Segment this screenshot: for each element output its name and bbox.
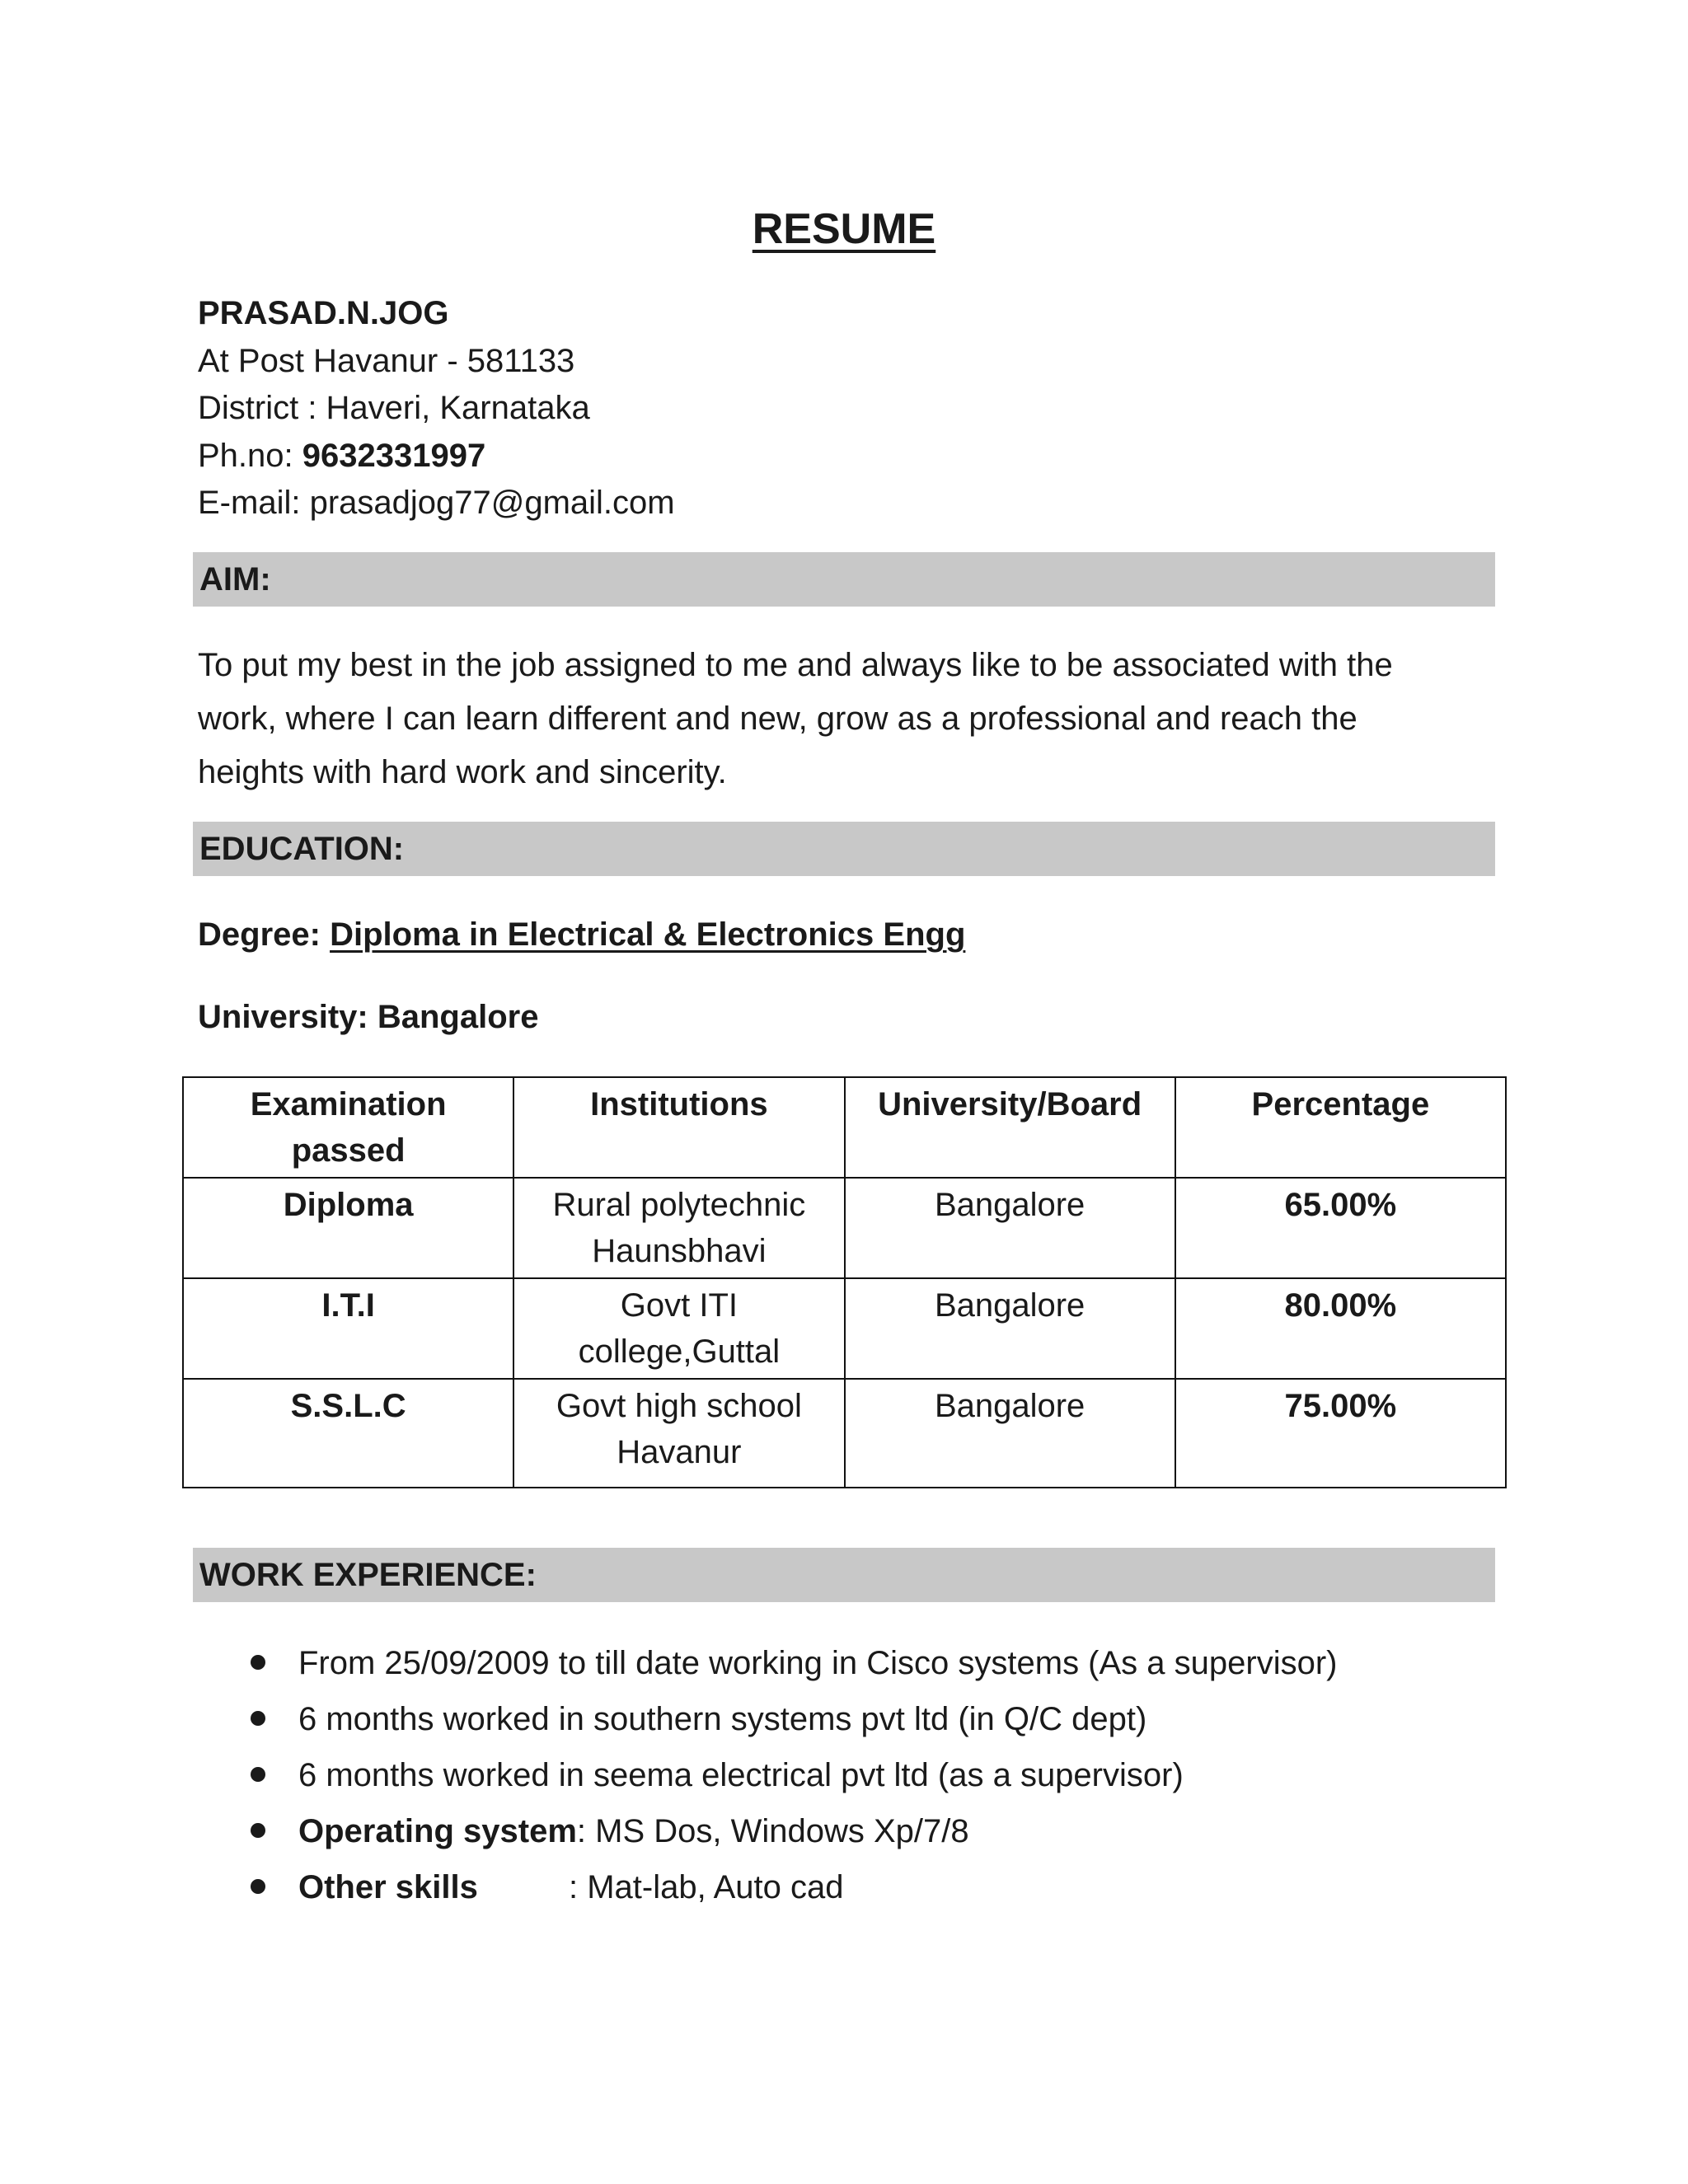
phone-line xyxy=(198,433,675,480)
board-cell: Bangalore xyxy=(845,1379,1175,1488)
list-item xyxy=(247,1808,1338,1864)
degree-label: Degree: xyxy=(198,916,331,953)
education-heading: EDUCATION: xyxy=(199,831,405,867)
institution-cell: Govt high school Havanur xyxy=(513,1379,844,1488)
degree-value: Diploma in Electrical & Electronics Engg xyxy=(330,916,966,953)
table-row xyxy=(183,1278,1506,1379)
work-section-header xyxy=(193,1548,1495,1602)
os-label: Operating system xyxy=(298,1813,577,1849)
table-row xyxy=(183,1379,1506,1488)
bullet-icon xyxy=(251,1879,265,1894)
board-cell: Bangalore xyxy=(845,1278,1175,1379)
aim-heading: AIM: xyxy=(199,561,271,598)
column-header: Examination passed xyxy=(183,1077,513,1178)
university-line: University: Bangalore xyxy=(198,999,539,1035)
percentage-cell: 75.00% xyxy=(1175,1379,1506,1488)
contact-block xyxy=(198,290,675,527)
skills-value: : Mat-lab, Auto cad xyxy=(569,1869,844,1905)
list-item xyxy=(247,1696,1338,1752)
aim-section-header xyxy=(193,552,1495,607)
email-line: E-mail: prasadjog77@gmail.com xyxy=(198,485,675,521)
exam-cell: I.T.I xyxy=(183,1278,513,1379)
list-item xyxy=(247,1752,1338,1808)
list-item xyxy=(247,1640,1338,1696)
aim-line: To put my best in the job assigned to me and always like to be associated with the xyxy=(198,647,1393,683)
bullet-icon xyxy=(251,1655,265,1670)
work-experience-list xyxy=(247,1640,1338,1920)
skills-label: Other skills xyxy=(298,1869,478,1905)
work-heading: WORK EXPERIENCE: xyxy=(199,1557,537,1593)
education-table xyxy=(182,1076,1507,1488)
bullet-icon xyxy=(251,1767,265,1782)
table-row xyxy=(183,1178,1506,1278)
os-value: : MS Dos, Windows Xp/7/8 xyxy=(576,1813,969,1849)
work-item-text: 6 months worked in seema electrical pvt ltd (as a supervisor) xyxy=(298,1757,1184,1793)
bullet-icon xyxy=(251,1823,265,1838)
exam-cell: S.S.L.C xyxy=(183,1379,513,1488)
column-header: Percentage xyxy=(1175,1077,1506,1178)
education-section-header xyxy=(193,822,1495,876)
column-header: Institutions xyxy=(513,1077,844,1178)
address-line: At Post Havanur - 581133 xyxy=(198,342,575,379)
list-item xyxy=(247,1864,1338,1920)
phone-label: Ph.no: xyxy=(198,437,302,474)
percentage-cell: 65.00% xyxy=(1175,1178,1506,1278)
district-line: District : Haveri, Karnataka xyxy=(198,390,590,426)
column-header: University/Board xyxy=(845,1077,1175,1178)
page-title: RESUME xyxy=(752,205,936,253)
phone-number: 9632331997 xyxy=(302,437,486,474)
board-cell: Bangalore xyxy=(845,1178,1175,1278)
degree-line xyxy=(198,916,965,954)
percentage-cell: 80.00% xyxy=(1175,1278,1506,1379)
institution-cell: Rural polytechnic Haunsbhavi xyxy=(513,1178,844,1278)
aim-line: work, where I can learn different and new, grow as a professional and reach the xyxy=(198,701,1357,737)
candidate-name: PRASAD.N.JOG xyxy=(198,295,449,331)
table-header-row xyxy=(183,1077,1506,1178)
work-item-text: 6 months worked in southern systems pvt ltd (in Q/C dept) xyxy=(298,1701,1147,1737)
bullet-icon xyxy=(251,1711,265,1726)
aim-text xyxy=(198,639,1517,799)
aim-line: heights with hard work and sincerity. xyxy=(198,754,727,790)
work-item-text: From 25/09/2009 to till date working in Cisco systems (As a supervisor) xyxy=(298,1645,1338,1681)
exam-cell: Diploma xyxy=(183,1178,513,1278)
institution-cell: Govt ITI college,Guttal xyxy=(513,1278,844,1379)
